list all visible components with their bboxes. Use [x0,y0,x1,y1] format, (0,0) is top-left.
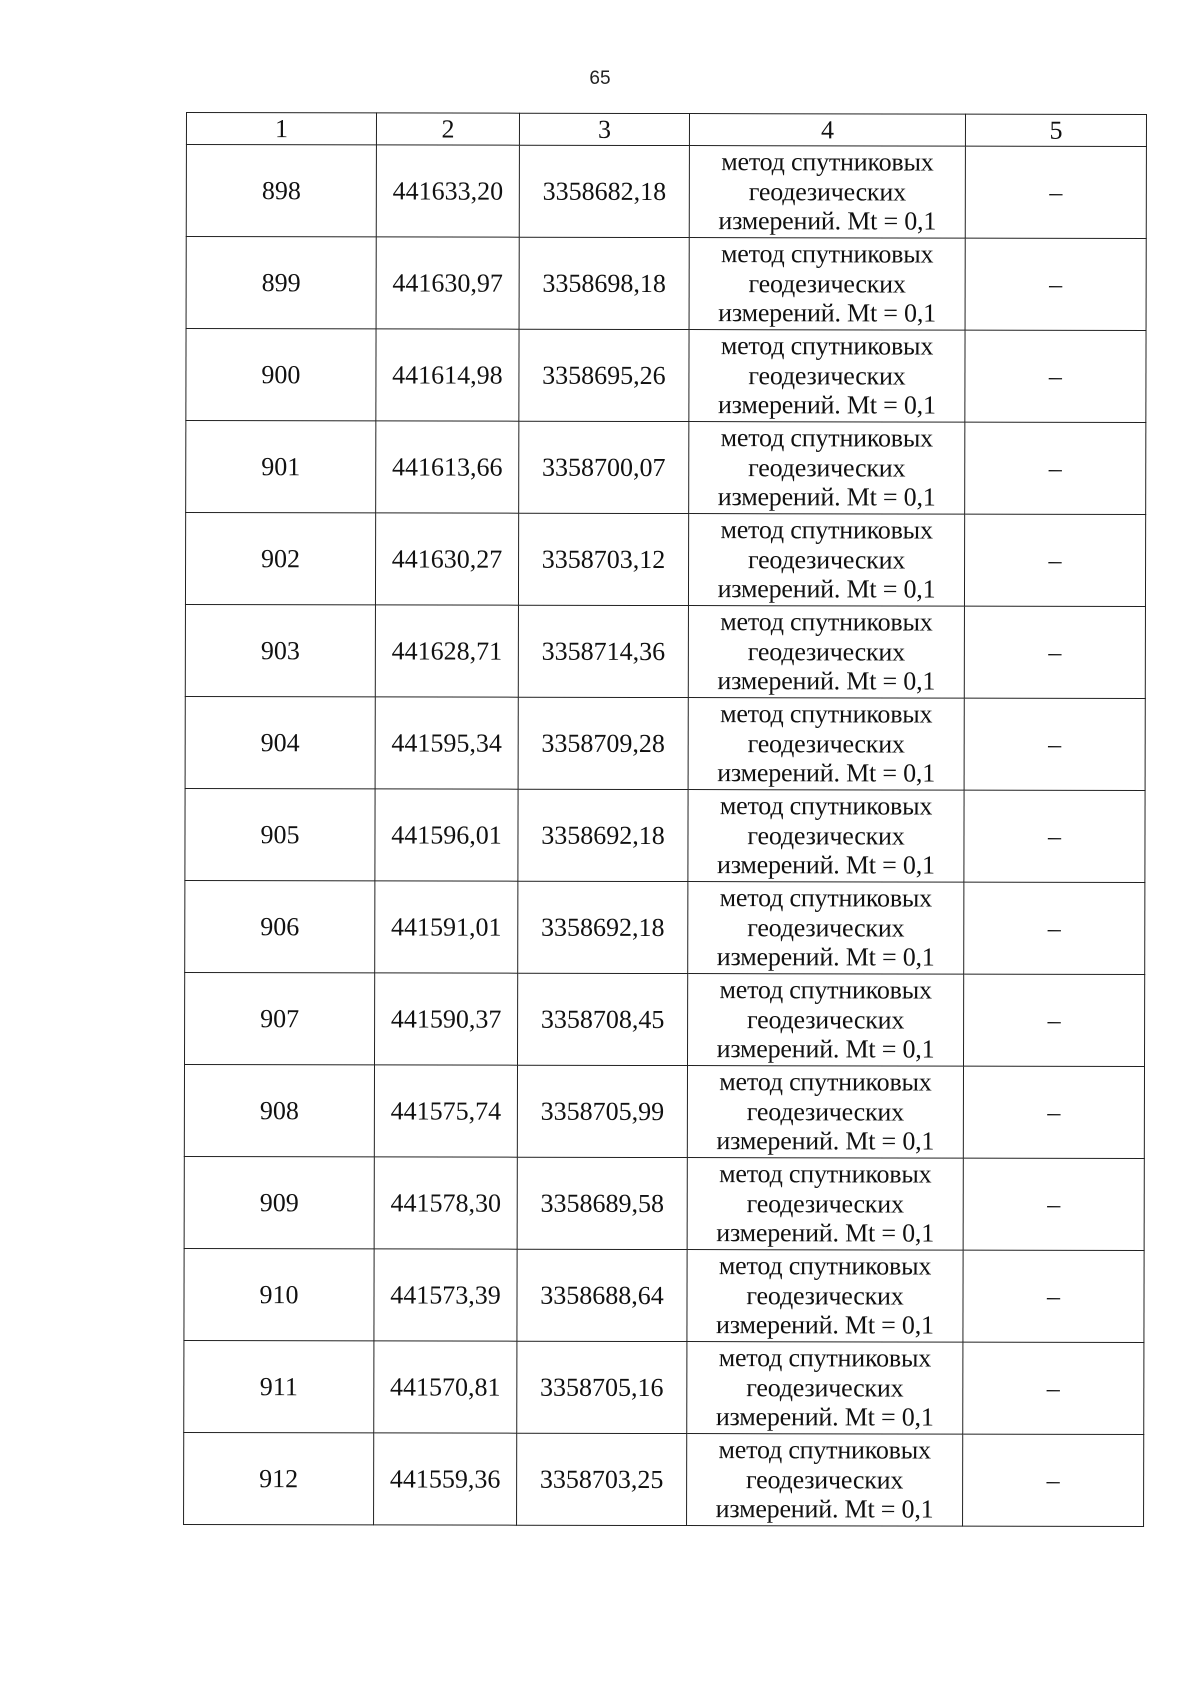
method-line: измерений. Mt = 0,1 [716,942,935,972]
method-line: метод спутниковых [720,699,933,729]
method-cell [689,330,965,423]
y-coordinate-cell: 3358714,36 [518,605,688,697]
method-line: измерений. Mt = 0,1 [716,1126,935,1156]
method-line: метод спутниковых [719,975,932,1005]
table-row [186,145,1146,239]
method-cell [689,146,965,239]
method-line: геодезических [746,1280,904,1311]
y-coordinate-cell: 3358705,16 [517,1341,687,1433]
point-number-cell: 911 [184,1340,374,1432]
method-cell [688,606,964,699]
method-line: измерений. Mt = 0,1 [716,1218,935,1248]
point-number-cell: 903 [185,604,375,696]
method-cell [688,790,964,883]
method-cell [689,238,965,331]
table-header [186,113,1146,147]
y-coordinate-cell: 3358708,45 [518,973,688,1065]
coordinates-table-container [183,112,1146,1527]
table-row [184,1248,1144,1342]
method-line: геодезических [748,360,906,391]
x-coordinate-cell: 441591,01 [375,881,518,973]
note-cell: – [963,1250,1144,1342]
x-coordinate-cell: 441630,27 [375,513,518,605]
point-number-cell: 900 [186,329,376,421]
method-line: метод спутниковых [720,515,933,545]
method-cell [687,1250,963,1343]
method-line: геодезических [747,544,906,575]
method-line: метод спутниковых [719,1067,932,1097]
method-line: метод спутниковых [718,1435,931,1465]
method-line: измерений. Mt = 0,1 [716,1310,934,1340]
header-col-2: 2 [376,113,519,145]
note-cell: – [963,1434,1144,1526]
method-line: измерений. Mt = 0,1 [717,666,936,696]
method-line: метод спутниковых [721,239,934,269]
method-cell [687,1342,963,1435]
method-cell [688,882,964,975]
method-line: измерений. Mt = 0,1 [718,298,937,328]
method-line: геодезических [746,1096,905,1127]
note-cell: – [963,1066,1144,1158]
note-cell: – [963,1158,1144,1250]
method-line: метод спутниковых [720,607,933,637]
table-row [184,1156,1144,1250]
x-coordinate-cell: 441578,30 [374,1157,517,1249]
method-line: метод спутниковых [719,791,933,821]
method-cell [687,1158,963,1251]
note-cell: – [965,146,1146,238]
method-cell [689,422,965,515]
table-row [185,513,1145,607]
y-coordinate-cell: 3358695,26 [519,329,689,421]
note-cell: – [964,790,1145,882]
method-line: метод спутниковых [718,1251,932,1281]
method-line: метод спутниковых [721,147,934,177]
note-cell: – [964,606,1145,698]
x-coordinate-cell: 441590,37 [375,973,518,1065]
note-cell: – [965,330,1146,422]
y-coordinate-cell: 3358703,12 [518,513,688,605]
point-number-cell: 905 [185,788,375,880]
point-number-cell: 906 [185,880,375,972]
method-line: измерений. Mt = 0,1 [717,390,936,420]
table-row [185,880,1145,974]
table-row [186,237,1146,331]
x-coordinate-cell: 441633,20 [376,145,519,237]
y-coordinate-cell: 3358692,18 [518,881,688,973]
table-row [185,696,1145,790]
method-line: измерений. Mt = 0,1 [715,1494,934,1524]
method-cell [687,1434,963,1527]
note-cell: – [964,882,1145,974]
page-number: 65 [589,68,611,89]
x-coordinate-cell: 441595,34 [375,697,518,789]
point-number-cell: 902 [185,513,375,605]
note-cell: – [963,1342,1144,1434]
header-col-1: 1 [186,113,376,145]
point-number-cell: 908 [184,1064,374,1156]
table-body [184,145,1147,1527]
y-coordinate-cell: 3358692,18 [518,789,688,881]
x-coordinate-cell: 441559,36 [374,1433,517,1525]
note-cell: – [964,974,1145,1066]
y-coordinate-cell: 3358688,64 [517,1249,687,1341]
point-number-cell: 912 [184,1432,374,1524]
method-cell [688,974,964,1067]
x-coordinate-cell: 441570,81 [374,1341,517,1433]
method-line: геодезических [748,268,906,299]
note-cell: – [965,422,1146,514]
note-cell: – [964,514,1145,606]
y-coordinate-cell: 3358703,25 [517,1433,687,1525]
point-number-cell: 904 [185,696,375,788]
table-row [186,329,1146,423]
table-row [185,972,1145,1066]
table-row [185,788,1145,882]
header-row [186,113,1146,147]
x-coordinate-cell: 441613,66 [376,421,519,513]
method-line: геодезических [746,1464,904,1495]
x-coordinate-cell: 441573,39 [374,1249,517,1341]
method-line: геодезических [746,1004,905,1035]
method-line: метод спутниковых [720,331,934,361]
y-coordinate-cell: 3358682,18 [519,145,689,237]
method-line: геодезических [747,728,905,759]
y-coordinate-cell: 3358689,58 [517,1157,687,1249]
point-number-cell: 910 [184,1248,374,1340]
method-line: метод спутниковых [719,1159,932,1189]
table-row [186,421,1146,515]
x-coordinate-cell: 441575,74 [374,1065,517,1157]
point-number-cell: 907 [185,972,375,1064]
x-coordinate-cell: 441630,97 [376,237,519,329]
method-line: измерений. Mt = 0,1 [717,482,936,512]
point-number-cell: 909 [184,1156,374,1248]
coordinates-table [183,112,1147,1527]
method-line: геодезических [747,820,905,851]
y-coordinate-cell: 3358698,18 [519,237,689,329]
y-coordinate-cell: 3358709,28 [518,697,688,789]
header-col-3: 3 [519,113,689,145]
x-coordinate-cell: 441614,98 [376,329,519,421]
method-cell [687,1066,963,1159]
method-cell [688,514,964,607]
x-coordinate-cell: 441628,71 [375,605,518,697]
x-coordinate-cell: 441596,01 [375,789,518,881]
note-cell: – [964,698,1145,790]
table-row [184,1432,1144,1526]
point-number-cell: 901 [186,421,376,513]
method-line: метод спутниковых [720,423,933,453]
method-line: геодезических [746,1372,904,1403]
method-line: геодезических [747,636,905,667]
header-col-5: 5 [965,114,1146,146]
method-line: измерений. Mt = 0,1 [715,1402,934,1432]
note-cell: – [965,238,1146,330]
method-line: измерений. Mt = 0,1 [717,574,936,604]
method-line: измерений. Mt = 0,1 [717,758,936,788]
point-number-cell: 899 [186,237,376,329]
method-line: геодезических [748,452,906,483]
method-line: геодезических [748,176,906,207]
table-row [185,604,1145,698]
y-coordinate-cell: 3358705,99 [517,1065,687,1157]
table-row [184,1340,1144,1434]
method-line: метод спутниковых [719,883,933,913]
method-line: геодезических [746,1188,904,1219]
method-line: метод спутниковых [718,1343,932,1373]
table-row [184,1064,1144,1158]
method-line: геодезических [747,912,905,943]
point-number-cell: 898 [186,145,376,237]
header-col-4: 4 [689,114,965,147]
method-cell [688,698,964,791]
y-coordinate-cell: 3358700,07 [519,421,689,513]
method-line: измерений. Mt = 0,1 [716,1034,935,1064]
method-line: измерений. Mt = 0,1 [716,850,935,880]
method-line: измерений. Mt = 0,1 [718,206,937,236]
